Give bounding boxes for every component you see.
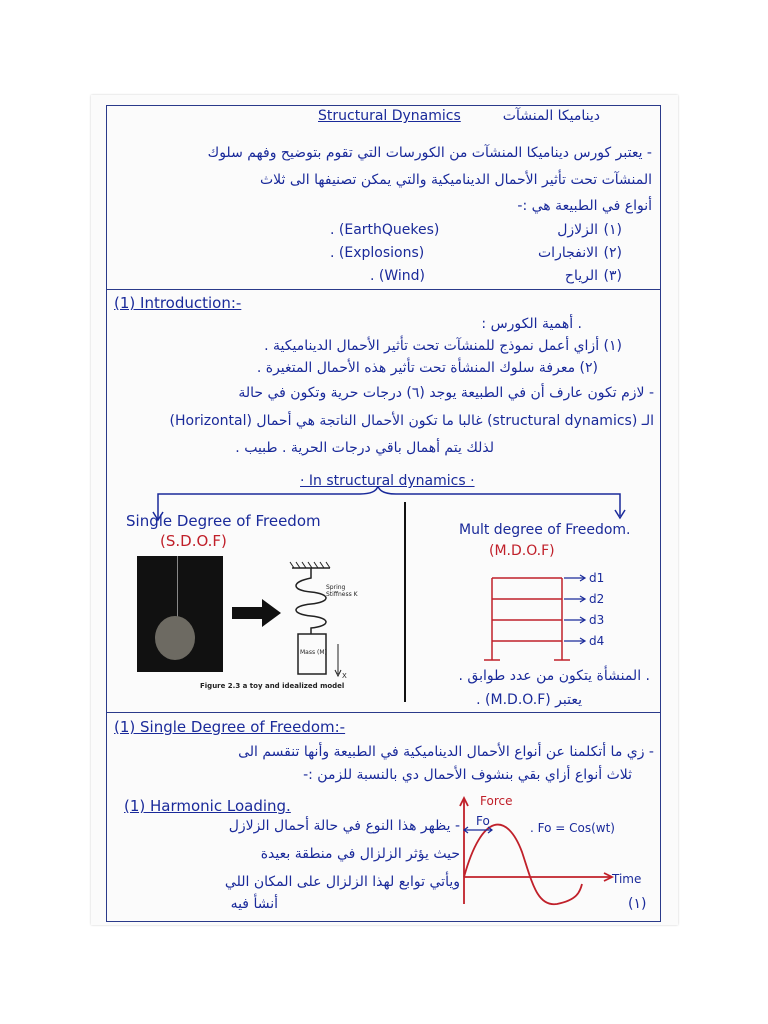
section2-heading: (1) Single Degree of Freedom:- xyxy=(114,718,346,736)
sdof-abbr: (S.D.O.F) xyxy=(160,532,227,550)
load-ar-3: الرياح xyxy=(564,268,598,284)
harmonic-line-3: ويأتي توابع لهذا الزلزال على المكان اللي xyxy=(224,874,460,890)
spring-label: Spring Stiffness K xyxy=(326,584,358,598)
importance-label: . أهمية الكورس : xyxy=(481,316,582,332)
branch-divider xyxy=(404,502,406,702)
intro-line-3: أنواع في الطبيعة هي :- xyxy=(517,198,652,214)
importance-point-1: (١) أزاي أعمل نموذج للمنشآت تحت تأثير الأحمال الديناميكية . xyxy=(264,338,622,354)
figure-caption: Figure 2.3 a toy and idealized model xyxy=(200,682,345,690)
harmonic-line-2: حيث يؤثر الزلزال في منطقة بعيدة xyxy=(260,846,460,862)
floor-label-d1: d1 xyxy=(589,571,605,585)
spring-mass-diagram xyxy=(286,560,402,680)
title-arabic: ديناميكا المنشآت xyxy=(502,108,600,124)
section1-heading: (1) Introduction:- xyxy=(114,294,242,312)
sdof-para-2: ثلاث أنواع أزاي بقي بنشوف الأحمال دي بالنسبة للزمن :- xyxy=(303,767,632,783)
floor-label-d4: d4 xyxy=(589,634,605,648)
toy-photo xyxy=(137,556,223,672)
importance-point-2: (٢) معرفة سلوك المنشأة تحت تأثير هذه الأحمال المتغيرة . xyxy=(256,360,598,376)
harmonic-load-graph xyxy=(452,792,622,910)
x-label: X xyxy=(342,672,347,680)
load-num-3: (٣) xyxy=(603,268,622,284)
sdof-title: Single Degree of Freedom xyxy=(126,512,321,530)
floor-label-d3: d3 xyxy=(589,613,605,627)
load-ar-2: الانفجارات xyxy=(538,245,598,261)
title-english: Structural Dynamics xyxy=(318,108,461,124)
graph-amp-label: Fo xyxy=(476,814,490,828)
harmonic-line-1: - يظهر هذا النوع في حالة أحمال الزلازل xyxy=(228,818,460,834)
mdof-note-2: يعتبر (M.D.O.F) . xyxy=(476,692,582,708)
right-arrow-icon xyxy=(232,598,282,628)
harmonic-heading: (1) Harmonic Loading. xyxy=(124,797,291,815)
floor-label-d2: d2 xyxy=(589,592,605,606)
branch-title: · In structural dynamics · xyxy=(300,473,475,489)
load-ar-1: الزلازل xyxy=(557,222,598,238)
mass-label: Mass (M) xyxy=(300,649,327,656)
graph-equation: . Fo = Cos(wt) xyxy=(530,821,615,835)
divider-2 xyxy=(106,712,660,713)
intro-line-2: المنشآت تحت تأثير الأحمال الديناميكية والتي يمكن تصنيفها الى ثلاث xyxy=(259,172,652,188)
dof-para-1: - لازم تكون عارف أن في الطبيعة يوجد (٦) درجات حرية وتكون في حالة xyxy=(238,385,654,401)
intro-line-1: - يعتبر كورس ديناميكا المنشآت من الكورسات التي تقوم بتوضيح وفهم سلوك xyxy=(207,145,652,161)
load-en-1: . (EarthQuekes) xyxy=(330,222,440,238)
load-num-2: (٢) xyxy=(603,245,622,261)
page-number: (١) xyxy=(628,896,647,912)
sdof-para-1: - زي ما أتكلمنا عن أنواع الأحمال الديناميكية في الطبيعة وأنها تنقسم الى xyxy=(238,744,654,760)
load-num-1: (١) xyxy=(603,222,622,238)
mdof-note-1: . المنشأة يتكون من عدد طوابق . xyxy=(458,668,650,684)
dof-para-2: الـ (structural dynamics) غالبا ما تكون الأحمال الناتجة هي أحمال (Horizontal) xyxy=(169,413,654,429)
dof-para-3: لذلك يتم أهمال باقي درجات الحرية . طبيب . xyxy=(235,440,494,456)
divider-1 xyxy=(106,289,660,290)
load-en-3: . (Wind) xyxy=(370,268,426,284)
mdof-title: Mult degree of Freedom. xyxy=(459,522,631,538)
graph-y-label: Force xyxy=(480,794,513,808)
mdof-frame-diagram xyxy=(480,568,600,668)
harmonic-line-4: أنشأ فيه xyxy=(230,896,278,912)
mdof-abbr: (M.D.O.F) xyxy=(489,543,555,559)
graph-x-label: Time xyxy=(612,872,642,886)
load-en-2: . (Explosions) xyxy=(330,245,425,261)
